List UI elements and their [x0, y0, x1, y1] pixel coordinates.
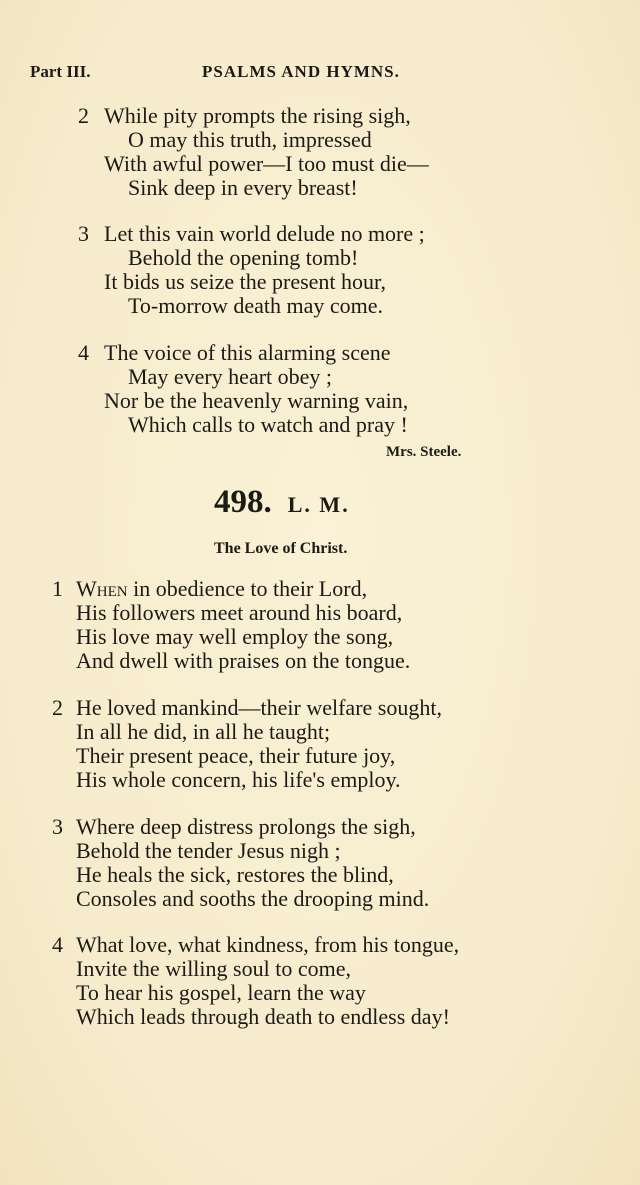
- verse-line: He loved mankind—their welfare sought,: [76, 695, 442, 720]
- verse-line: What love, what kindness, from his tongue,: [76, 932, 460, 957]
- hymn-meter: L. M.: [287, 492, 350, 517]
- verse-line: Nor be the heavenly warning vain,: [104, 388, 409, 413]
- verse-line: The voice of this alarming scene: [104, 340, 391, 365]
- verse-line: Behold the tender Jesus nigh ;: [76, 838, 341, 863]
- verse-line: He heals the sick, restores the blind,: [76, 862, 394, 887]
- verse-line: While pity prompts the rising sigh,: [104, 103, 411, 128]
- stanza-number: 4: [52, 932, 63, 957]
- verse-line: In all he did, in all he taught;: [76, 719, 331, 744]
- verse-line: His whole concern, his life's employ.: [76, 767, 401, 792]
- verse-line: To hear his gospel, learn the way: [76, 980, 366, 1005]
- hymn-number: 498.: [214, 484, 272, 520]
- hymn-title: The Love of Christ.: [214, 540, 348, 557]
- book-title: PSALMS AND HYMNS.: [202, 62, 400, 81]
- running-header: [30, 62, 430, 84]
- verse-line: With awful power—I too must die—: [104, 151, 429, 176]
- verse-line: Where deep distress prolongs the sigh,: [76, 814, 416, 839]
- stanza-number: 3: [52, 814, 63, 839]
- verse-line: His love may well employ the song,: [76, 624, 394, 649]
- verse-line: in obedience to their Lord,: [127, 576, 368, 601]
- verse-line: Their present peace, their future joy,: [76, 743, 396, 768]
- stanza-number: 3: [78, 221, 89, 246]
- verse-line: Which leads through death to endless day!: [76, 1004, 450, 1029]
- verse-line: It bids us seize the present hour,: [104, 269, 386, 294]
- verse-line: His followers meet around his board,: [76, 600, 403, 625]
- hymn-heading: [214, 484, 350, 521]
- stanza-number: 2: [52, 695, 63, 720]
- first-word: When: [76, 576, 128, 601]
- verse-line: And dwell with praises on the tongue.: [76, 648, 411, 673]
- verse-line: O may this truth, impressed: [128, 127, 372, 152]
- verse-line: May every heart obey ;: [128, 364, 333, 389]
- verse-line: Which calls to watch and pray !: [128, 412, 408, 437]
- author-credit: Mrs. Steele.: [386, 444, 462, 460]
- verse-line: To-morrow death may come.: [128, 293, 384, 318]
- verse-line: Let this vain world delude no more ;: [104, 221, 425, 246]
- verse-line: Behold the opening tomb!: [128, 245, 359, 270]
- stanza-number: 4: [78, 340, 89, 365]
- verse-line: Sink deep in every breast!: [128, 175, 358, 200]
- part-label: Part III.: [30, 62, 91, 81]
- verse-line: Consoles and sooths the drooping mind.: [76, 886, 430, 911]
- stanza-number: 1: [52, 576, 63, 601]
- verse-line: Invite the willing soul to come,: [76, 956, 351, 981]
- stanza-number: 2: [78, 103, 89, 128]
